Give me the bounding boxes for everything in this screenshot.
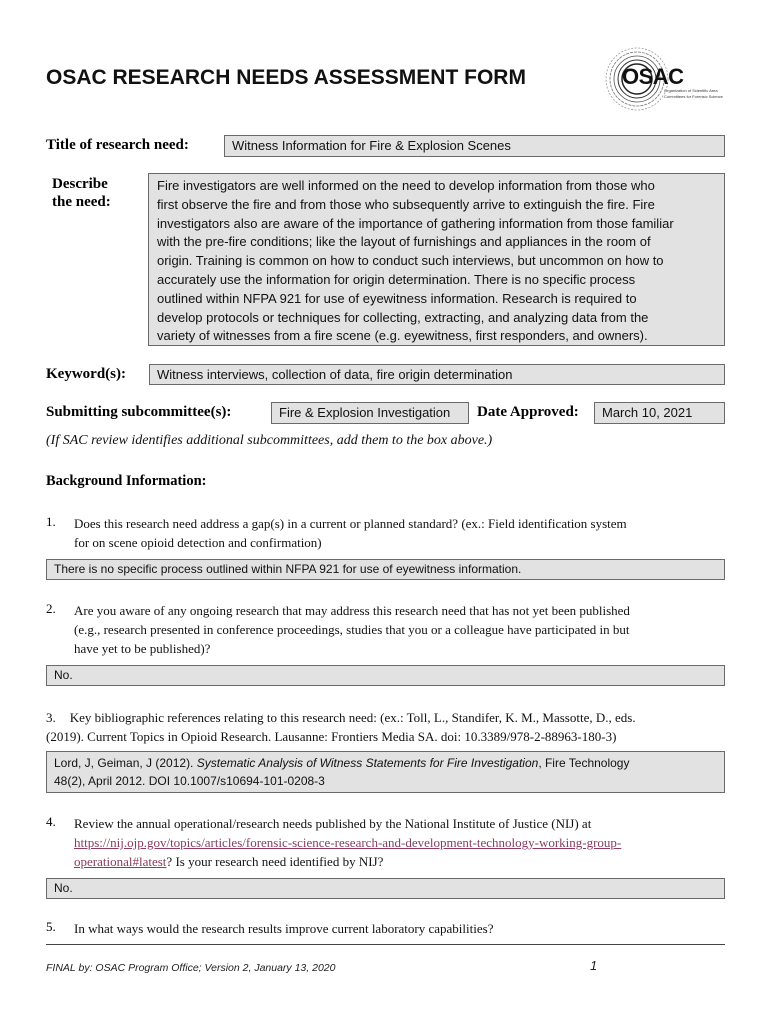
- subcommittee-label: Submitting subcommittee(s):: [46, 404, 232, 420]
- q2-line2: (e.g., research presented in conference proceedings, studies that you or a colleague have participated in but: [74, 622, 630, 637]
- q1-line1: Does this research need address a gap(s) in a current or planned standard? (ex.: Field identification system: [74, 516, 627, 531]
- q3-number: 3.: [46, 710, 56, 725]
- osac-logo: [604, 46, 730, 112]
- q4-line2-suffix: ? Is your research need identified by NIJ?: [166, 854, 384, 869]
- q2-number: 2.: [46, 601, 56, 616]
- q1-answer-field[interactable]: There is no specific process outlined within NFPA 921 for use of eyewitness information.: [46, 559, 725, 580]
- describe-line: develop protocols or techniques for collecting, extracting, and analyzing data from the: [157, 309, 649, 325]
- describe-line: with the pre-fire conditions; like the layout of furnishings and appliances in the room of: [157, 234, 651, 250]
- describe-field[interactable]: [148, 173, 725, 346]
- osac-logo-text: OSAC: [622, 64, 684, 89]
- describe-line: outlined within NFPA 921 for use of eyewitness information. Research is required to: [157, 290, 637, 306]
- q4-number: 4.: [46, 814, 56, 829]
- q4-line1: Review the annual operational/research needs published by the National Institute of Justice (NIJ) at: [74, 816, 592, 831]
- title-label: Title of research need:: [46, 137, 189, 153]
- q1-line2: for on scene opioid detection and confirmation): [74, 535, 322, 550]
- q4-text: [74, 814, 734, 871]
- q3-text: [46, 708, 736, 746]
- keywords-field[interactable]: Witness interviews, collection of data, fire origin determination: [149, 364, 725, 385]
- q3-answer-suffix: , Fire Technology: [538, 756, 630, 770]
- date-approved-field[interactable]: March 10, 2021: [594, 402, 725, 424]
- q1-text: [74, 514, 734, 552]
- describe-line: Fire investigators are well informed on the need to develop information from those who: [157, 178, 655, 193]
- subcommittee-field[interactable]: Fire & Explosion Investigation: [271, 402, 469, 424]
- q3-answer-italic: Systematic Analysis of Witness Statements for Fire Investigation: [196, 756, 539, 770]
- footer-text: FINAL by: OSAC Program Office; Version 2, January 13, 2020: [46, 962, 336, 974]
- q3-answer-field[interactable]: [46, 751, 725, 793]
- describe-label-1: Describe: [52, 176, 108, 192]
- q2-line3: have yet to be published)?: [74, 641, 211, 656]
- describe-line: variety of witnesses from a fire scene (e.g. eyewitness, first responders, and owners).: [157, 328, 648, 344]
- nij-link-line2[interactable]: operational#latest: [74, 854, 167, 869]
- describe-line: origin. Training is common on how to conduct such interviews, but uncommon on how to: [157, 253, 664, 269]
- q3-answer-line2: 48(2), April 2012. DOI 10.1007/s10694-101-0208-3: [54, 774, 325, 788]
- describe-line: investigators also are aware of the importance of gathering information from those familiar: [157, 215, 674, 231]
- q3-answer-prefix: Lord, J, Geiman, J (2012).: [54, 756, 197, 770]
- q1-number: 1.: [46, 514, 56, 529]
- background-heading: Background Information:: [46, 473, 207, 489]
- q2-answer-field[interactable]: No.: [46, 665, 725, 686]
- describe-line: first observe the fire and from those who subsequently arrive to extinguish the fire. Fire: [157, 196, 655, 212]
- q3-line2: (2019). Current Topics in Opioid Research. Lausanne: Frontiers Media SA. doi: 10.3389/978-2-88963-180-3): [46, 729, 617, 744]
- osac-logo-subtitle-2: Committees for Forensic Science: [664, 94, 723, 99]
- q5-number: 5.: [46, 919, 56, 934]
- describe-label-2: the need:: [52, 194, 111, 210]
- q2-line1: Are you aware of any ongoing research that may address this research need that has not yet been published: [74, 603, 630, 618]
- page-number: 1: [590, 958, 598, 973]
- footer-divider: [46, 944, 725, 945]
- q5-text: In what ways would the research results improve current laboratory capabilities?: [74, 921, 494, 936]
- q4-answer-field[interactable]: No.: [46, 878, 725, 899]
- subcommittee-note: (If SAC review identifies additional subcommittees, add them to the box above.): [46, 433, 493, 448]
- keywords-label: Keyword(s):: [46, 366, 126, 382]
- osac-logo-subtitle-1: Organization of Scientific Area: [664, 88, 718, 93]
- date-approved-label: Date Approved:: [477, 404, 579, 420]
- q2-text: [74, 601, 734, 658]
- describe-line: accurately use the information for origin determination. There is no specific process: [157, 271, 636, 287]
- nij-link-line1[interactable]: https://nij.ojp.gov/topics/articles/forensic-science-research-and-development-technology-working-group-: [74, 835, 622, 850]
- form-title: OSAC RESEARCH NEEDS ASSESSMENT FORM: [46, 66, 526, 89]
- q3-line1: Key bibliographic references relating to this research need: (ex.: Toll, L., Standifer, K. M., Massotte, D., eds.: [69, 710, 636, 725]
- title-field[interactable]: Witness Information for Fire & Explosion Scenes: [224, 135, 725, 157]
